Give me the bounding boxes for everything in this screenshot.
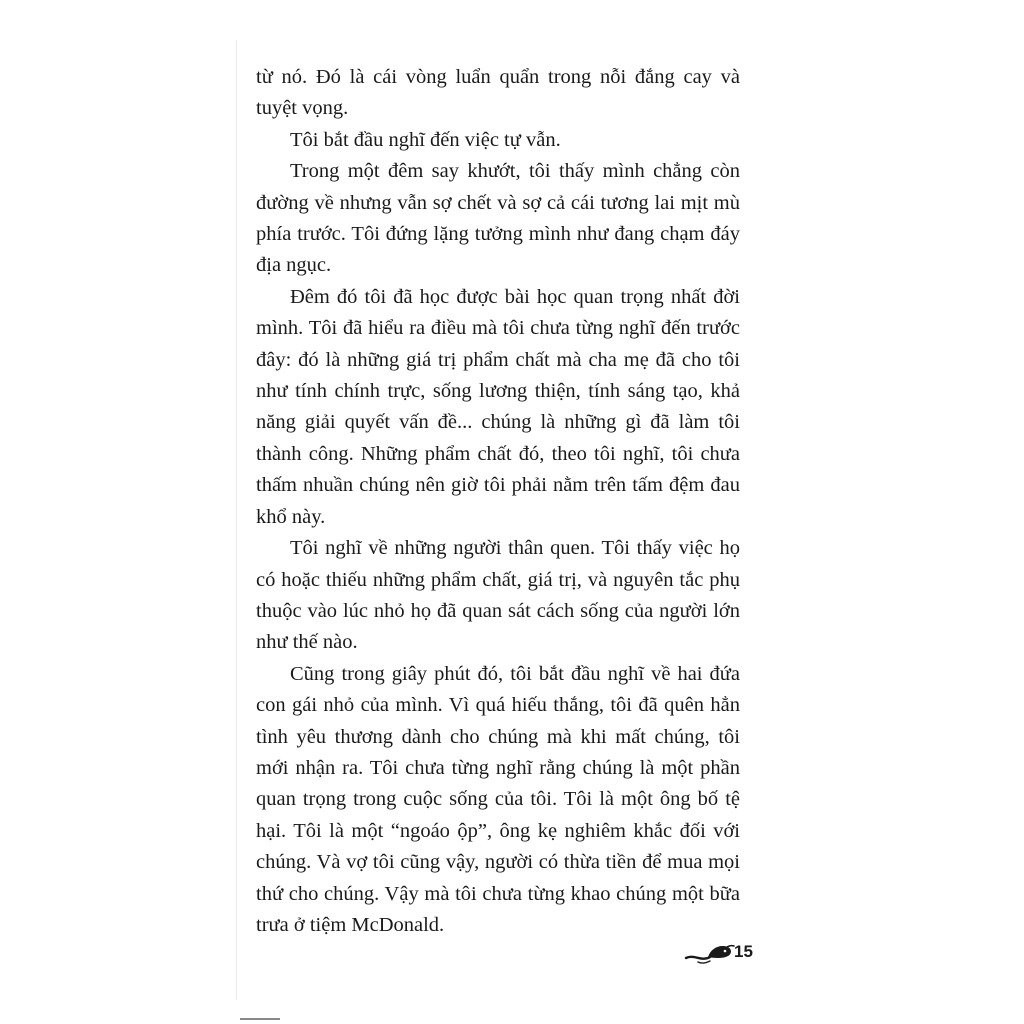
page-edge-shadow xyxy=(236,40,237,1000)
paragraph-3: Trong một đêm say khướt, tôi thấy mình chẳng còn đường về nhưng vẫn sợ chết và sợ cả cái tương lai mịt mù phía trước. Tôi đứng lặng tưởng mình như đang chạm đáy địa ngục. xyxy=(256,160,740,277)
paragraph-6: Cũng trong giây phút đó, tôi bắt đầu nghĩ về hai đứa con gái nhỏ của mình. Vì quá hiếu thắng, tôi đã quên hẳn tình yêu thương dành cho chúng mà khi mất chúng, tôi mới nhận ra. Tôi chưa từng nghĩ rằng chúng là một phần quan trọng trong cuộc sống của tôi. Tôi là một ông bố tệ hại. Tôi là một “ngoáo ộp”, ông kẹ nghiêm khắc đối với chúng. Và vợ tôi cũng vậy, người có thừa tiền để mua mọi thứ cho chúng. Vậy mà tôi chưa từng khao chúng một bữa trưa ở tiệm McDonald. xyxy=(256,662,740,936)
body-text xyxy=(256,62,740,941)
page-number: 15 xyxy=(734,942,753,961)
fish-ornament-icon xyxy=(684,940,736,966)
page-footer xyxy=(684,938,754,968)
paragraph-1: từ nó. Đó là cái vòng luẩn quẩn trong nỗi đắng cay và tuyệt vọng. xyxy=(256,66,740,120)
paragraph-4: Đêm đó tôi đã học được bài học quan trọng nhất đời mình. Tôi đã hiểu ra điều mà tôi chưa từng nghĩ đến trước đây: đó là những giá trị phẩm chất mà cha mẹ đã cho tôi như tính chính trực, sống lương thiện, tính sáng tạo, khả năng giải quyết vấn đề... chúng là những gì đã làm tôi thành công. Những phẩm chất đó, theo tôi nghĩ, tôi chưa thấm nhuần chúng nên giờ tôi phải nằm trên tấm đệm đau khổ này. xyxy=(256,285,740,528)
paragraph-2: Tôi bắt đầu nghĩ đến việc tự vẫn. xyxy=(290,128,561,151)
paragraph-5: Tôi nghĩ về những người thân quen. Tôi thấy việc họ có hoặc thiếu những phẩm chất, giá trị, và nguyên tắc phụ thuộc vào lúc nhỏ họ đã quan sát cách sống của người lớn như thế nào. xyxy=(256,537,740,654)
bottom-edge-mark xyxy=(240,1018,280,1020)
